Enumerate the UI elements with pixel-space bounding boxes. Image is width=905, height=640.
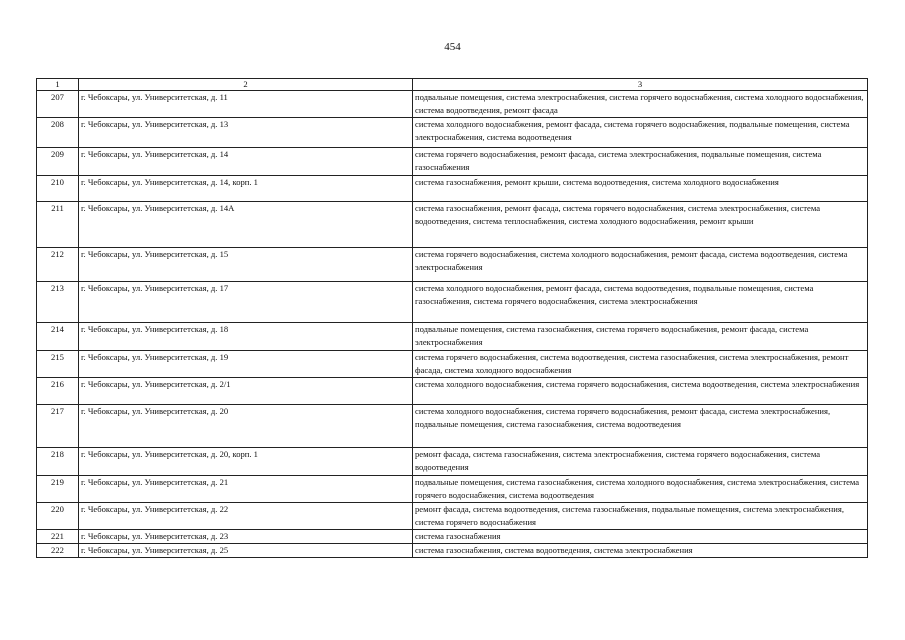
table-row	[37, 503, 868, 530]
row-number: 213	[37, 282, 79, 323]
row-address: г. Чебоксары, ул. Университетская, д. 13	[79, 118, 413, 148]
row-address: г. Чебоксары, ул. Университетская, д. 21	[79, 476, 413, 503]
row-works: ремонт фасада, система газоснабжения, система электроснабжения, система горячего водоснабжения, система водоотведения	[413, 448, 868, 476]
row-number: 214	[37, 323, 79, 351]
table-row	[37, 378, 868, 405]
row-works: система горячего водоснабжения, система водоотведения, система газоснабжения, система электроснабжения, ремонт фасада, система холодного водоснабжения	[413, 351, 868, 378]
row-works: ремонт фасада, система водоотведения, система газоснабжения, подвальные помещения, система электроснабжения, система горячего водоснабжения	[413, 503, 868, 530]
table-header-row	[37, 79, 868, 91]
table-row	[37, 351, 868, 378]
row-number: 222	[37, 544, 79, 558]
row-number: 209	[37, 148, 79, 176]
column-header-number: 1	[37, 79, 79, 91]
table-row	[37, 530, 868, 544]
row-works: подвальные помещения, система газоснабжения, система горячего водоснабжения, ремонт фасада, система электроснабжения	[413, 323, 868, 351]
row-works: система холодного водоснабжения, система горячего водоснабжения, система водоотведения, система электроснабжения	[413, 378, 868, 405]
row-address: г. Чебоксары, ул. Университетская, д. 20	[79, 405, 413, 448]
row-number: 220	[37, 503, 79, 530]
table-row	[37, 248, 868, 282]
row-address: г. Чебоксары, ул. Университетская, д. 14А	[79, 202, 413, 248]
row-number: 210	[37, 176, 79, 202]
table-row	[37, 91, 868, 118]
row-address: г. Чебоксары, ул. Университетская, д. 15	[79, 248, 413, 282]
table-row	[37, 476, 868, 503]
row-works: система холодного водоснабжения, система горячего водоснабжения, ремонт фасада, система электроснабжения, подвальные помещения, система газоснабжения, система водоотведения	[413, 405, 868, 448]
row-number: 212	[37, 248, 79, 282]
table-row	[37, 282, 868, 323]
row-works: система горячего водоснабжения, система холодного водоснабжения, ремонт фасада, система водоотведения, система электроснабжения	[413, 248, 868, 282]
row-number: 211	[37, 202, 79, 248]
row-number: 215	[37, 351, 79, 378]
row-works: система газоснабжения, система водоотведения, система электроснабжения	[413, 544, 868, 558]
table-row	[37, 176, 868, 202]
row-address: г. Чебоксары, ул. Университетская, д. 20, корп. 1	[79, 448, 413, 476]
row-works: система газоснабжения, ремонт крыши, система водоотведения, система холодного водоснабжения	[413, 176, 868, 202]
row-number: 221	[37, 530, 79, 544]
row-number: 207	[37, 91, 79, 118]
row-address: г. Чебоксары, ул. Университетская, д. 22	[79, 503, 413, 530]
registry-table	[36, 78, 868, 558]
row-address: г. Чебоксары, ул. Университетская, д. 18	[79, 323, 413, 351]
table-row	[37, 323, 868, 351]
row-address: г. Чебоксары, ул. Университетская, д. 14, корп. 1	[79, 176, 413, 202]
table-row	[37, 448, 868, 476]
row-works: система газоснабжения, ремонт фасада, система горячего водоснабжения, система электроснабжения, система водоотведения, система теплоснабжения, система холодного водоснабжения, ремонт крыши	[413, 202, 868, 248]
table-row	[37, 202, 868, 248]
row-address: г. Чебоксары, ул. Университетская, д. 11	[79, 91, 413, 118]
row-address: г. Чебоксары, ул. Университетская, д. 19	[79, 351, 413, 378]
table-row	[37, 118, 868, 148]
table-row	[37, 148, 868, 176]
row-number: 217	[37, 405, 79, 448]
column-header-works: 3	[413, 79, 868, 91]
row-works: система холодного водоснабжения, ремонт фасада, система водоотведения, подвальные помещения, система газоснабжения, система горячего водоснабжения, система электроснабжения	[413, 282, 868, 323]
table-row	[37, 544, 868, 558]
row-number: 208	[37, 118, 79, 148]
row-address: г. Чебоксары, ул. Университетская, д. 25	[79, 544, 413, 558]
row-number: 219	[37, 476, 79, 503]
row-works: система холодного водоснабжения, ремонт фасада, система горячего водоснабжения, подвальные помещения, система электроснабжения, система водоотведения	[413, 118, 868, 148]
table-row	[37, 405, 868, 448]
row-address: г. Чебоксары, ул. Университетская, д. 17	[79, 282, 413, 323]
column-header-address: 2	[79, 79, 413, 91]
page-number: 454	[444, 41, 461, 53]
row-address: г. Чебоксары, ул. Университетская, д. 14	[79, 148, 413, 176]
row-works: подвальные помещения, система газоснабжения, система холодного водоснабжения, система электроснабжения, система горячего водоснабжения, система водоотведения	[413, 476, 868, 503]
row-number: 218	[37, 448, 79, 476]
row-address: г. Чебоксары, ул. Университетская, д. 2/1	[79, 378, 413, 405]
row-number: 216	[37, 378, 79, 405]
row-works: система газоснабжения	[413, 530, 868, 544]
row-works: система горячего водоснабжения, ремонт фасада, система электроснабжения, подвальные помещения, система газоснабжения	[413, 148, 868, 176]
row-address: г. Чебоксары, ул. Университетская, д. 23	[79, 530, 413, 544]
row-works: подвальные помещения, система электроснабжения, система горячего водоснабжения, система холодного водоснабжения, система водоотведения, ремонт фасада	[413, 91, 868, 118]
